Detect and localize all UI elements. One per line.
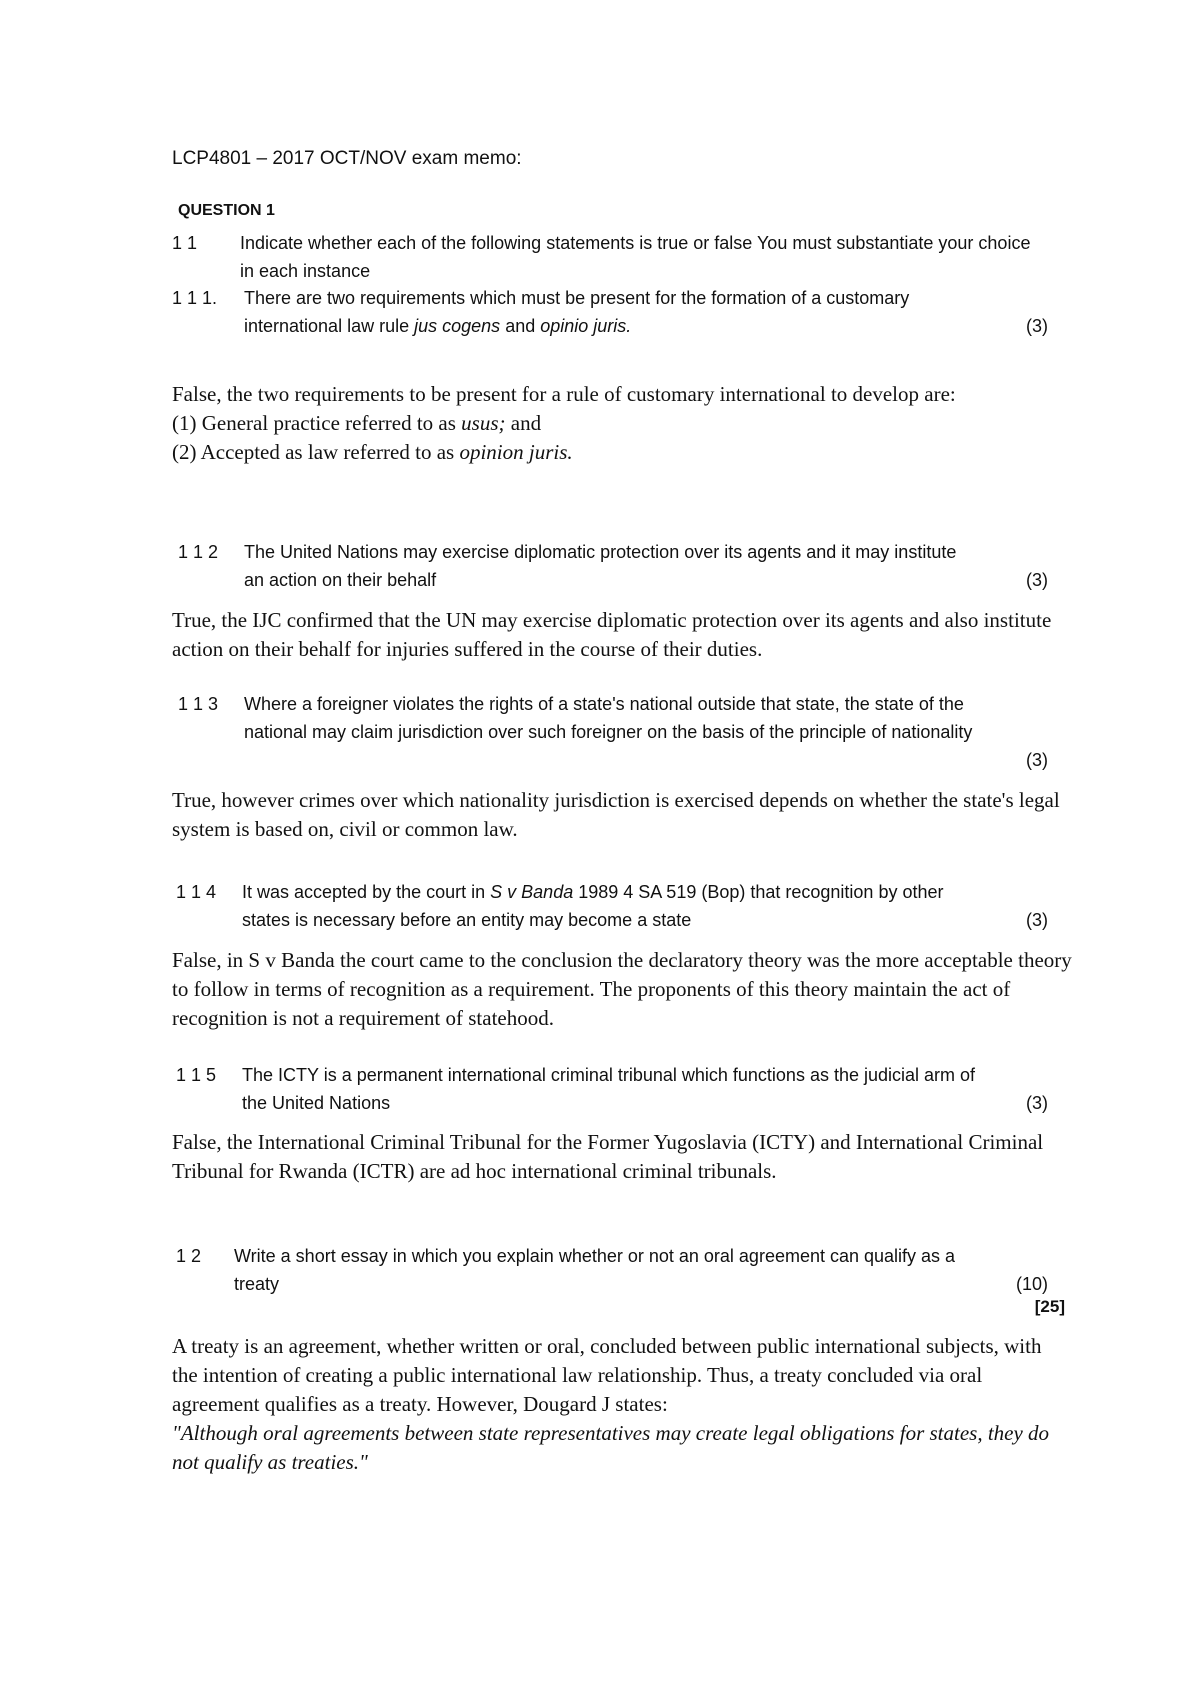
memo-title: LCP4801 – 2017 OCT/NOV exam memo: [172,148,522,169]
answer-1-2 [172,1332,1072,1477]
answer-text: False, the two requirements to be present for a rule of customary international to develop are: [172,382,956,406]
question-number: 1 2 [176,1246,202,1266]
answer-text: False, in S v Banda the court came to the conclusion the declaratory theory was the more acceptable theory to follow in terms of recognition as a requirement. The proponents of this theory maintain the act of recognition is not a requirement of statehood. [172,948,1072,1030]
question-number: 1 1 [172,233,198,253]
question-text-part: and [505,316,536,336]
question-text: Where a foreigner violates the rights of a state's national outside that state, the state of the national may claim jurisdiction over such foreigner on the basis of the principle of nationality [244,694,973,742]
answer-1-1-4 [172,946,1072,1033]
answer-text: True, the IJC confirmed that the UN may exercise diplomatic protection over its agents and also institute action on their behalf for injuries suffered in the course of their duties. [172,608,1052,661]
question-marks: (3) [1026,910,1048,930]
question-1-1-3 [178,690,1048,774]
question-marks: (3) [1026,316,1048,336]
question-1-1 [172,229,1048,285]
question-text-part: It was accepted by the court in [242,882,486,902]
question-term: opinio juris. [540,316,632,336]
answer-point [172,409,1072,438]
question-1-1-2 [178,538,1048,594]
answer-text-part: and [510,411,542,435]
question-marks: (3) [1026,750,1048,770]
answer-quote: "Although oral agreements between state representatives may create legal obligations for states, they do not qualify as treaties." [172,1421,1050,1474]
question-heading: QUESTION 1 [178,202,275,219]
answer-1-1-3 [172,786,1072,844]
question-marks: (3) [1026,1093,1048,1113]
question-1-2 [176,1242,1048,1298]
question-term: jus cogens [414,316,501,336]
question-number: 1 1 2 [178,542,219,562]
question-text-part: There are two requirements which must be present for the formation of a customary international law rule [244,288,910,336]
question-number: 1 1 5 [176,1065,217,1085]
question-1-1-4 [176,878,1048,934]
question-1-1-5 [176,1061,1048,1117]
case-name: S v Banda [490,882,574,902]
answer-text: True, however crimes over which nationality jurisdiction is exercised depends on whether the state's legal system is based on, civil or common law. [172,788,1060,841]
answer-term: opinion juris. [459,440,573,464]
question-text: Write a short essay in which you explain whether or not an oral agreement can qualify as a treaty [234,1246,956,1294]
answer-text: False, the International Criminal Tribunal for the Former Yugoslavia (ICTY) and International Criminal Tribunal for Rwanda (ICTR) are ad hoc international criminal tribunals. [172,1130,1044,1183]
answer-term: usus; [461,411,506,435]
answer-point [172,438,1072,467]
question-text: Indicate whether each of the following statements is true or false You must substantiate your choice in each instance [240,233,1031,281]
answer-1-1-5 [172,1128,1072,1186]
question-number: 1 1 1. [172,288,218,308]
question-text: The United Nations may exercise diplomatic protection over its agents and it may institute an action on their behalf [244,542,957,590]
answer-1-1-2 [172,606,1072,664]
question-number: 1 1 3 [178,694,219,714]
answer-text: A treaty is an agreement, whether written or oral, concluded between public international subjects, with the intention of creating a public international law relationship. Thus, a treaty concluded via oral agreement qualifies as a treaty. However, Dougard J states: [172,1334,1042,1416]
question-text-part: 1989 4 SA 519 (Bop) that recognition by other states is necessary before an entity may become a state [242,882,944,930]
answer-1-1-1 [172,380,1072,467]
question-marks: (10) [1015,1274,1048,1294]
question-1-1-1 [172,284,1048,340]
question-total: [25] [1034,1297,1065,1316]
question-number: 1 1 4 [176,882,217,902]
answer-text-part: (1) General practice referred to as [172,411,456,435]
question-text [244,284,938,340]
question-marks: (3) [1026,570,1048,590]
question-text: The ICTY is a permanent international criminal tribunal which functions as the judicial arm of the United Nations [242,1065,976,1113]
answer-text-part: (2) Accepted as law referred to as [172,440,455,464]
question-text [242,878,988,934]
